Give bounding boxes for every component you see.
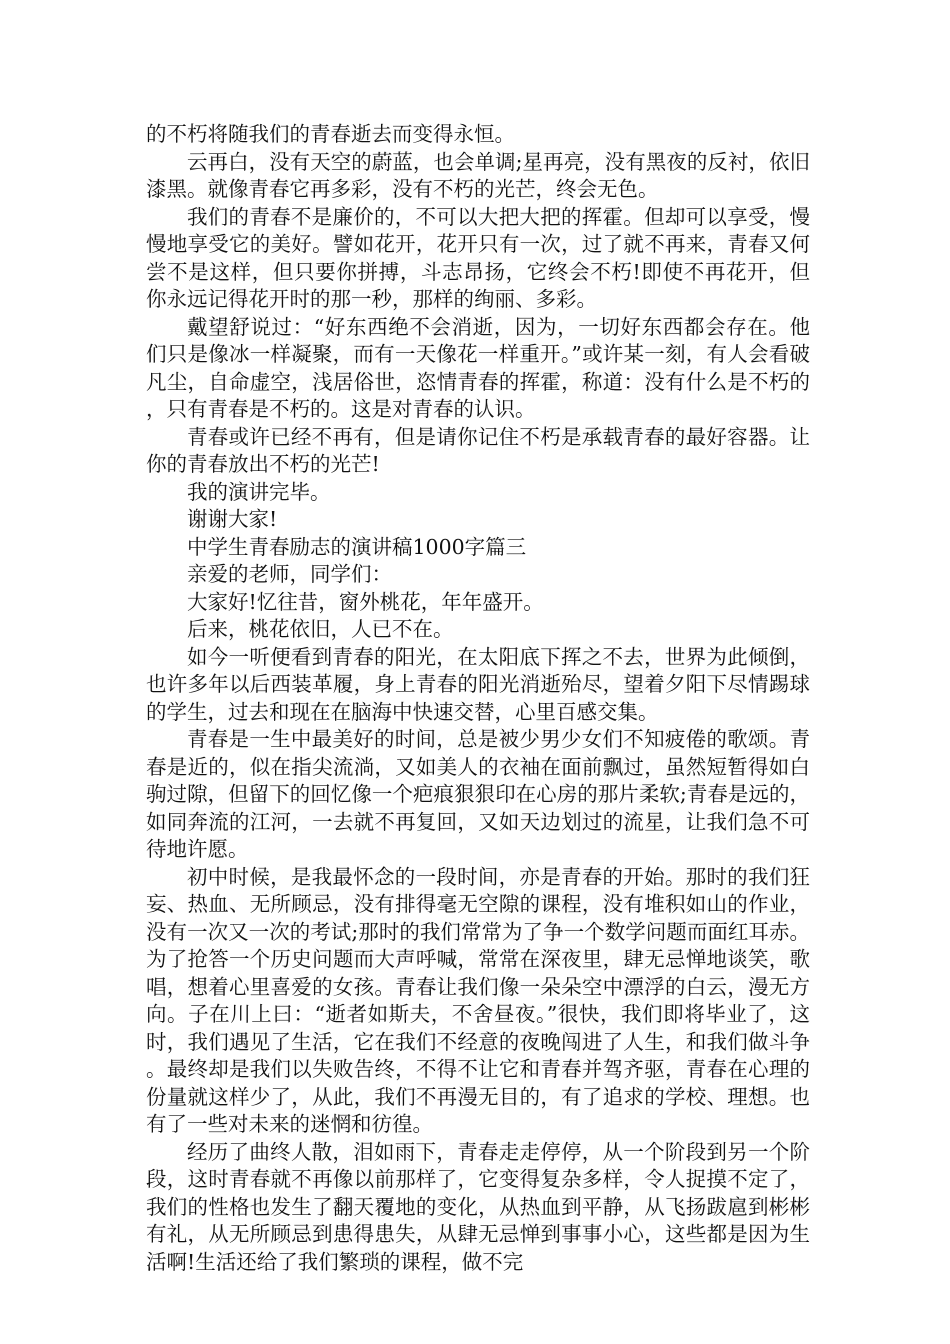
paragraph: 戴望舒说过：“好东西绝不会消逝，因为，一切好东西都会存在。他们只是像冰一样凝聚，而有一天像花一样重开。”或许某一刻，有人会看破凡尘，自命虚空，浅居俗世，恣情青春的挥霍，称道：没有什么是不朽的，只有青春是不朽的。这是对青春的认识。 (146, 314, 810, 421)
salutation: 亲爱的老师，同学们： (187, 562, 392, 586)
paragraph: 经历了曲终人散，泪如雨下，青春走走停停，从一个阶段到另一个阶段，这时青春就不再像以前那样了，它变得复杂多样，令人捉摸不定了，我们的性格也发生了翻天覆地的变化，从热血到平静，从飞扬跋扈到彬彬有礼，从无所顾忌到患得患失，从肆无忌惮到事事小心，这些都是因为生活啊!生活还给了我们繁琐的课程，做不完 (146, 1139, 810, 1274)
document-page (146, 121, 810, 1276)
paragraph-continuation: 的不朽将随我们的青春逝去而变得永恒。 (146, 122, 515, 146)
paragraph: 如今一听便看到青春的阳光，在太阳底下挥之不去，世界为此倾倒，也许多年以后西装革履，身上青春的阳光消逝殆尽，望着夕阳下尽情踢球的学生，过去和现在在脑海中快速交替，心里百感交集。 (146, 644, 810, 724)
paragraph: 我的演讲完毕。 (187, 479, 331, 504)
paragraph: 初中时候，是我最怀念的一段时间，亦是青春的开始。那时的我们狂妄、热血、无所顾忌，没有排得毫无空隙的课程，没有堆积如山的作业，没有一次又一次的考试;那时的我们常常为了争一个数学问题而面红耳赤。为了抢答一个历史问题而大声呼喊，常常在深夜里，肆无忌惮地谈笑，歌唱，想着心里喜爱的女孩。青春让我们像一朵朵空中漂浮的白云，漫无方向。子在川上曰：“逝者如斯夫，不舍昼夜。”很快，我们即将毕业了，这时，我们遇见了生活，它在我们不经意的夜晚闯进了人生，和我们做斗争。最终却是我们以失败告终，不得不让它和青春并驾齐驱，青春在心理的份量就这样少了，从此，我们不再漫无目的，有了追求的学校、理想。也有了一些对未来的迷惘和彷徨。 (146, 864, 810, 1136)
paragraph: 青春是一生中最美好的时间，总是被少男少女们不知疲倦的歌颂。青春是近的，似在指尖流淌，又如美人的衣袖在面前飘过，虽然短暂得如白驹过隙，但留下的回忆像一个疤痕狠狠印在心房的那片柔软;青春是远的，如同奔流的江河，一去就不再复回，又如天边划过的流星，让我们急不可待地许愿。 (146, 727, 810, 861)
paragraph: 后来，桃花依旧，人已不在。 (187, 617, 454, 641)
paragraph: 青春或许已经不再有，但是请你记住不朽是承载青春的最好容器。让你的青春放出不朽的光芒! (146, 424, 810, 476)
section-heading: 中学生青春励志的演讲稿1000字篇三 (187, 534, 527, 559)
paragraph: 谢谢大家! (187, 507, 278, 531)
paragraph: 云再白，没有天空的蔚蓝，也会单调;星再亮，没有黑夜的反衬，依旧漆黑。就像青春它再多彩，没有不朽的光芒，终会无色。 (146, 149, 810, 201)
paragraph: 大家好!忆往昔，窗外桃花，年年盛开。 (187, 589, 544, 614)
paragraph: 我们的青春不是廉价的，不可以大把大把的挥霍。但却可以享受，慢慢地享受它的美好。譬如花开，花开只有一次，过了就不再来，青春又何尝不是这样，但只要你拼搏，斗志昂扬，它终会不朽!即使不再花开，但你永远记得花开时的那一秒，那样的绚丽、多彩。 (146, 204, 810, 311)
